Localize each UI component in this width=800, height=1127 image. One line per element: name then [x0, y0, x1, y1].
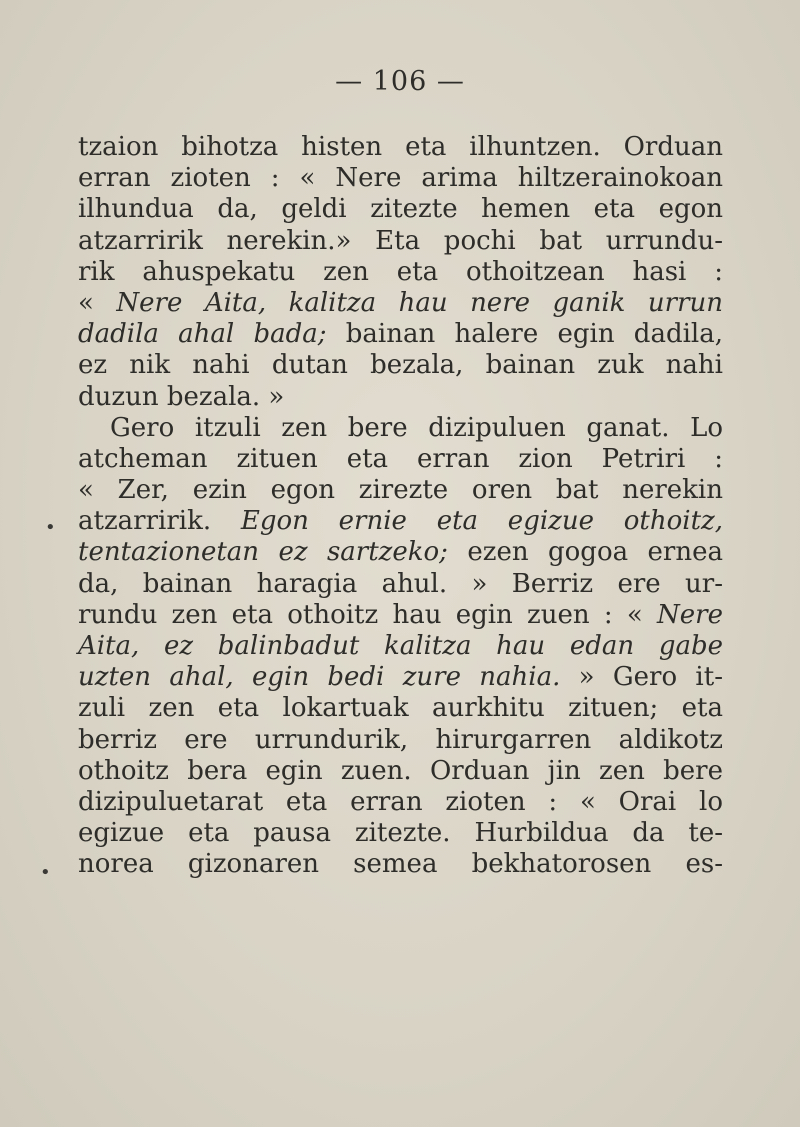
body-text-segment: othoitz bera egin zuen. Orduan jin zen bere — [78, 755, 723, 786]
body-text-segment: atzarririk. — [78, 506, 241, 537]
body-text-segment: erran zioten : « Nere arima hiltzerainokoan — [78, 163, 723, 194]
body-text-segment: bainan halere egin dadila, — [326, 319, 723, 350]
text-line — [78, 382, 723, 413]
italic-text: uzten ahal, egin bedi zure nahia. — [78, 662, 561, 693]
body-text-segment: » Gero it- — [560, 662, 723, 693]
text-line — [78, 288, 723, 319]
margin-mark: • — [40, 862, 51, 883]
text-line — [78, 257, 723, 288]
body-text-segment: da, bainan haragia ahul. » Berriz ere ur- — [78, 568, 723, 599]
margin-mark: • — [45, 517, 56, 538]
italic-text: Aita, ez balinbadut kalitza hau edan gabe — [78, 631, 723, 661]
text-line — [78, 475, 723, 506]
text-line — [78, 413, 723, 444]
body-text-segment: « — [78, 287, 117, 318]
text-line — [78, 319, 723, 350]
body-text-segment: ilhundua da, geldi zitezte hemen eta egon — [78, 194, 723, 225]
text-line — [78, 194, 723, 225]
text-line — [78, 787, 723, 818]
italic-text: tentazionetan ez sartzeko; — [78, 537, 448, 568]
text-line — [78, 163, 723, 194]
text-line — [78, 849, 723, 880]
page-number: — 106 — — [335, 66, 465, 97]
text-line — [78, 818, 723, 849]
italic-text: Egon ernie eta egizue othoitz, — [240, 506, 723, 537]
text-line — [78, 756, 723, 787]
text-line — [78, 350, 723, 381]
body-text-segment: rundu zen eta othoitz hau egin zuen : « — [78, 599, 658, 630]
italic-text: dadila ahal bada; — [78, 319, 327, 350]
body-text-segment: egizue eta pausa zitezte. Hurbildua da te- — [78, 818, 723, 849]
body-text-segment: ezen gogoa ernea — [447, 537, 723, 568]
body-text-segment: ez nik nahi dutan bezala, bainan zuk nahi — [78, 350, 723, 381]
body-text-segment: zuli zen eta lokartuak aurkhitu zituen; eta — [78, 693, 723, 724]
body-text-segment: Gero itzuli zen bere dizipuluen ganat. Lo — [110, 412, 723, 443]
body-text-segment: dizipuluetarat eta erran zioten : « Orai lo — [78, 786, 723, 817]
text-line — [78, 226, 723, 257]
body-text-segment: norea gizonaren semea bekhatorosen es- — [78, 849, 723, 880]
body-text-segment: atzarririk nerekin.» Eta pochi bat urrundu- — [78, 225, 723, 256]
text-line — [78, 506, 723, 537]
text-line — [78, 537, 723, 568]
body-text-segment: duzun bezala. » — [78, 381, 285, 412]
text-line — [78, 569, 723, 600]
text-line — [78, 662, 723, 693]
body-text-segment: atcheman zituen eta erran zion Petriri : — [78, 443, 723, 474]
text-line — [78, 693, 723, 724]
text-line — [78, 444, 723, 475]
body-text-segment: berriz ere urrundurik, hirurgarren aldikotz — [78, 724, 723, 755]
italic-text: Nere — [657, 599, 723, 630]
text-line — [78, 631, 723, 662]
italic-text: Nere Aita, kalitza hau nere ganik urrun — [116, 287, 724, 318]
text-line — [78, 725, 723, 756]
body-text — [78, 132, 723, 881]
text-line — [78, 600, 723, 631]
body-text-segment: rik ahuspekatu zen eta othoitzean hasi : — [78, 256, 723, 287]
body-text-segment: « Zer, ezin egon zirezte oren bat nerekin — [78, 475, 723, 506]
body-text-segment: tzaion bihotza histen eta ilhuntzen. Orduan — [78, 132, 723, 162]
text-line — [78, 132, 723, 163]
